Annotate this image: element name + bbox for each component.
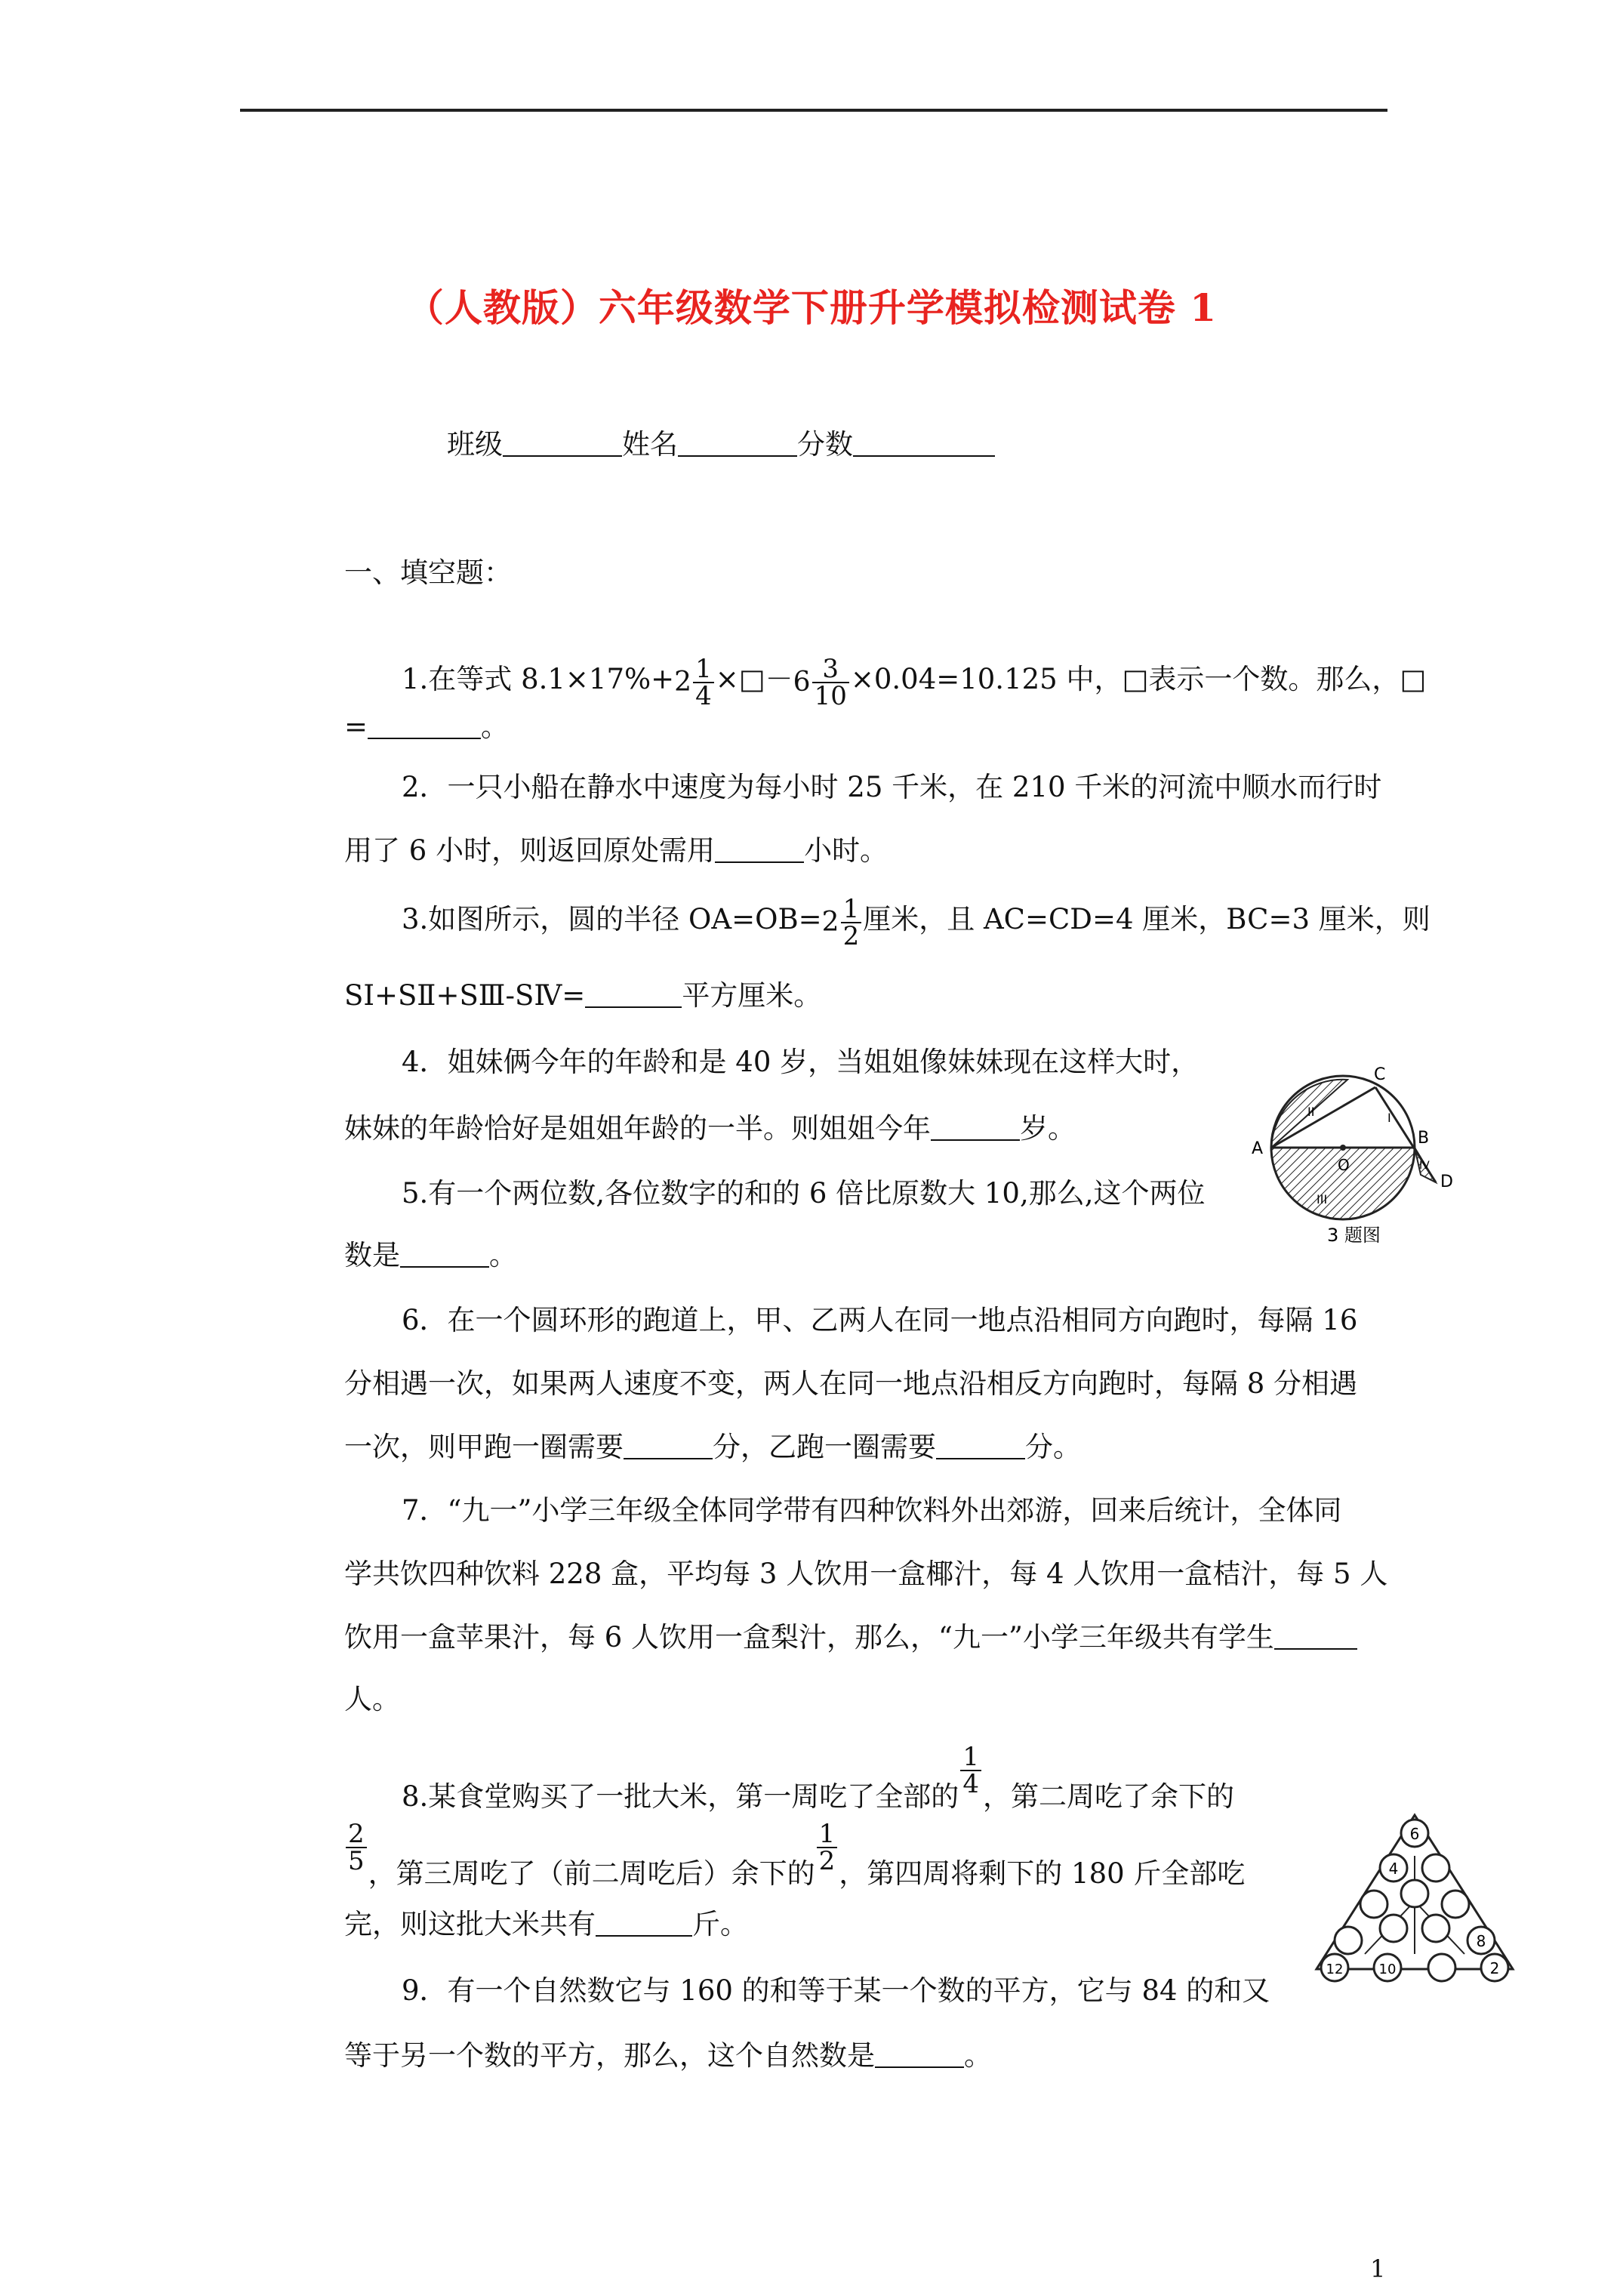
triangle-number-bottom-mid: 10 [1378,1962,1397,1977]
question-6-line-3: 一次，则甲跑一圈需要 分，乙跑一圈需要 分。 [344,1431,1081,1463]
question-9-line-1: 9．有一个自然数它与 160 的和等于某一个数的平方，它与 84 的和又 [402,1974,1270,2007]
label-b: B [1418,1129,1430,1148]
section-heading: 一、填空题： [344,556,512,589]
question-8-line-1: 8.某食堂购买了一批大米，第一周吃了全部的 $\frac{1}{4}$ ，第二周吃了余下的 [402,1742,1234,1813]
mixed-fraction: 2 $\frac{1}{4}$ [674,650,716,713]
mixed-fraction: 2 $\frac{1}{2}$ [822,890,864,953]
question-3-line-2: SⅠ+SⅡ+SⅢ-SⅣ= 平方厘米。 [344,979,822,1012]
answer-blank[interactable] [624,1432,713,1459]
fraction: $\frac{1}{2}$ [817,1821,838,1874]
score-label: 分数 [797,428,853,461]
answer-blank[interactable] [400,1240,489,1268]
question-2-line-2: 用了 6 小时，则返回原处需用 小时。 [344,834,888,867]
triangle-number-bottom-right: 2 [1489,1959,1500,1977]
label-o: O [1338,1156,1350,1174]
score-blank[interactable] [853,430,995,457]
triangle-number-left: 4 [1388,1860,1399,1878]
question-7-line-1: 7．“九一”小学三年级全体同学带有四种饮料外出郊游，回来后统计，全体同 [402,1494,1342,1527]
exam-title: （人教版）六年级数学下册升学模拟检测试卷 1 [405,285,1218,330]
center-point [1340,1145,1346,1151]
question-5-line-2: 数是 。 [344,1239,517,1271]
mixed-fraction: 6 $\frac{3}{10}$ [793,650,851,713]
circle-figure-q3 [1238,1056,1480,1252]
label-region-ii: II [1307,1105,1315,1119]
question-3-line-1: 3.如图所示，圆的半径 OA=OB=2 $\frac{1}{2}$ 厘米，且 AC=CD=4 厘米，BC=3 厘米，则 [402,889,1431,950]
label-region-iii: III [1317,1192,1328,1207]
label-a: A [1252,1139,1264,1158]
page-number: 1 [1370,2254,1386,2283]
header-rule [240,109,1387,112]
label-d: D [1440,1173,1453,1191]
question-1-line-1: 1.在等式 8.1×17%+2 $\frac{1}{4}$ ×□－6 $\frac{3}{10}$ ×0.04=10.125 中，□表示一个数。那么，□ [402,649,1426,710]
question-8-line-2: $\frac{2}{5}$ ，第三周吃了（前二周吃后）余下的 $\frac{1}{2}$ ，第四周将剩下的 180 斤全部吃 [344,1821,1245,1881]
triangle-number-figure [1312,1811,1517,1986]
label-region-iv: IV [1419,1160,1430,1172]
question-1-line-2: = 。 [344,710,510,743]
triangle-number-right: 8 [1476,1932,1486,1950]
question-7-line-3: 饮用一盒苹果汁，每 6 人饮用一盒梨汁，那么，“九一”小学三年级共有学生 [344,1620,1357,1655]
answer-blank[interactable] [1274,1623,1357,1650]
class-label: 班级 [447,428,503,461]
answer-blank[interactable] [936,1432,1025,1459]
answer-blank[interactable] [715,836,804,863]
answer-blank[interactable] [596,1909,692,1937]
question-6-line-1: 6．在一个圆环形的跑道上，甲、乙两人在同一地点沿相同方向跑时，每隔 16 [402,1304,1358,1336]
question-6-line-2: 分相遇一次，如果两人速度不变，两人在同一地点沿相反方向跑时，每隔 8 分相遇 [344,1367,1358,1400]
class-blank[interactable] [503,430,622,457]
fraction: $\frac{2}{5}$ [346,1821,367,1874]
question-2-line-1: 2．一只小船在静水中速度为每小时 25 千米，在 210 千米的河流中顺水而行时 [402,771,1382,803]
question-4-line-1: 4．姐妹俩今年的年龄和是 40 岁，当姐姐像妹妹现在这样大时， [402,1046,1200,1078]
question-4-line-2: 妹妹的年龄恰好是姐姐年龄的一半。则姐姐今年 岁。 [344,1112,1076,1145]
name-label: 姓名 [622,428,678,461]
question-9-line-2: 等于另一个数的平方，那么，这个自然数是 。 [344,2039,992,2072]
question-5-line-1: 5.有一个两位数,各位数字的和的 6 倍比原数大 10,那么,这个两位 [402,1177,1206,1210]
student-info-line [447,427,995,462]
answer-blank[interactable] [875,2041,964,2068]
figure-caption: 3 题图 [1327,1225,1381,1246]
question-8-line-3: 完，则这批大米共有 斤。 [344,1908,748,1940]
triangle-number-bottom-left: 12 [1326,1962,1344,1977]
fraction: $\frac{1}{4}$ [960,1744,981,1797]
answer-blank[interactable] [931,1114,1020,1141]
answer-blank[interactable] [368,712,481,739]
answer-blank[interactable] [585,981,682,1008]
question-7-line-2: 学共饮四种饮料 228 盒，平均每 3 人饮用一盒椰汁，每 4 人饮用一盒桔汁，每 5 人 [344,1558,1388,1590]
label-c: C [1374,1065,1386,1084]
question-7-line-4: 人。 [344,1683,400,1715]
triangle-number-top: 6 [1409,1825,1420,1843]
name-blank[interactable] [678,430,797,457]
label-region-i: I [1387,1111,1391,1125]
